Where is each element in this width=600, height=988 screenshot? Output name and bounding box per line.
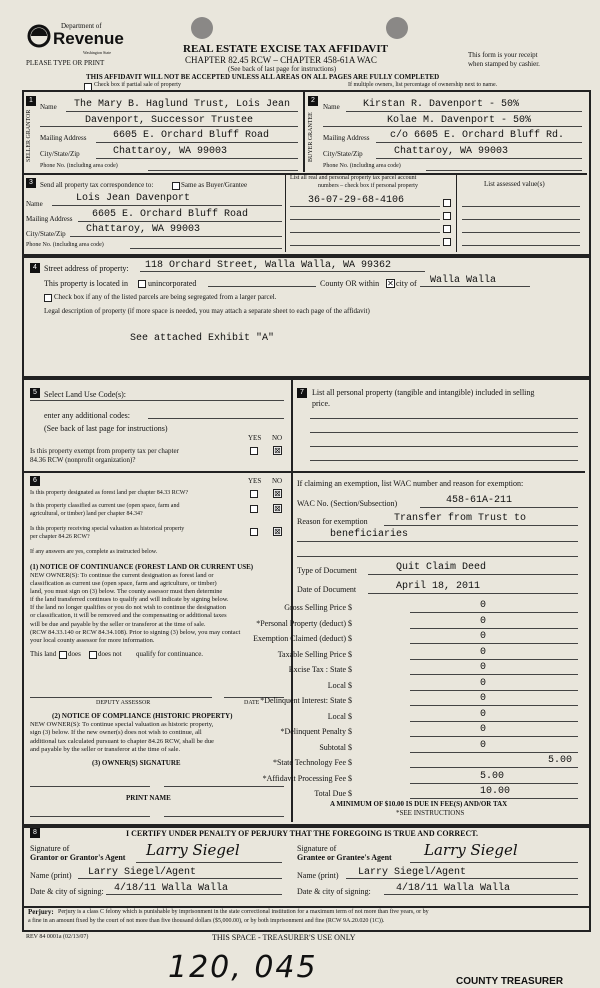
owner-sig-rule-1[interactable] [30, 786, 150, 787]
does-not-checkbox[interactable] [89, 651, 97, 659]
certify-statement: I CERTIFY UNDER PENALTY OF PERJURY THAT THE FOREGOING IS TRUE AND CORRECT. [126, 829, 479, 838]
reason-line2[interactable]: beneficiaries [330, 529, 409, 540]
s3-name[interactable]: Lois Jean Davenport [76, 193, 191, 204]
treasurer-space-label: THIS SPACE - TREASURER'S USE ONLY [212, 933, 356, 942]
perjury-text-2: a fine in an amount fixed by the court of not more than five thousand dollars ($5,000.00), or by both imprisonment and fine (RCW 9A.20.020 (1C)). [28, 918, 385, 924]
claim-exemption-label: If claiming an exemption, list WAC number and reason for exemption: [297, 479, 524, 488]
notice1-title: (1) NOTICE OF CONTINUANCE (FOREST LAND OR CURRENT USE) [30, 563, 254, 571]
reason-line1[interactable]: Transfer from Trust to [394, 513, 527, 524]
does-checkbox[interactable] [59, 651, 67, 659]
parcel-rule-4 [290, 245, 440, 246]
land-use-see-back: (See back of last page for instructions) [44, 424, 168, 433]
reason-label: Reason for exemption [297, 517, 368, 526]
notice1-text [30, 572, 288, 645]
owner-signature-label: (3) OWNER(S) SIGNATURE [92, 759, 181, 767]
q3a-historic: Is this property receiving special valuation as historical property [30, 526, 185, 532]
fee-label: *Delinquent Penalty $ [280, 727, 352, 736]
does-not-label: does not [98, 650, 122, 658]
s6-yes: YES [248, 477, 262, 485]
legal-desc-label: Legal description of property (if more space is needed, you may attach a separate sheet to each page of the affidavit) [44, 307, 370, 315]
historic-no-checkbox[interactable]: ⊠ [274, 527, 281, 536]
notice2-line: additional tax calculated pursuant to chapter 84.26 RCW, shall be due [30, 737, 214, 745]
notice1-line: classification as current use (open space, farm and agriculture, or timber) [30, 580, 217, 588]
seller-buyer-divider [303, 92, 305, 172]
revenue-logo-icon [27, 24, 51, 48]
form-chapter: CHAPTER 82.45 RCW – CHAPTER 458-61A WAC [185, 55, 377, 65]
s3-phone-label: Phone No. (including area code) [26, 242, 104, 248]
doc-type-label: Type of Document [297, 566, 357, 575]
seller-name-line1-rule [66, 111, 298, 112]
section6-top [24, 471, 292, 473]
fee-label: *Personal Property (deduct) $ [256, 618, 352, 628]
fee-value[interactable]: 0 [480, 646, 487, 658]
seller-mail[interactable]: 6605 E. Orchard Bluff Road [113, 130, 270, 141]
doc-date-label: Date of Document [297, 585, 357, 594]
fee-underline [410, 674, 578, 675]
fee-label: Taxable Selling Price $ [277, 649, 352, 659]
notice1-line: NEW OWNER(S): To continue the current designation as forest land or [30, 572, 214, 579]
print-name-rule-2[interactable] [164, 816, 284, 817]
parcel-header1: List all real and personal property tax parcel account [290, 175, 417, 181]
buyer-name-label: Name [323, 103, 340, 111]
personal-property-title1: List all personal property (tangible and intangible) included in selling [312, 388, 535, 397]
current-use-yes-checkbox[interactable] [250, 505, 258, 513]
grantor-sig-label2: Grantor or Grantor's Agent [30, 853, 126, 862]
notice1-line: If the land no longer qualifies or you do not wish to continue the designation [30, 604, 226, 612]
fee-label: *Affidavit Processing Fee $ [262, 773, 352, 783]
county-or-within: County OR within [320, 279, 380, 288]
fee-value[interactable]: 0 [480, 631, 487, 642]
buyer-name-line2[interactable]: Kolae M. Davenport - 50% [387, 115, 532, 126]
seller-name-line1[interactable]: The Mary B. Haglund Trust, Lois Jean [74, 99, 291, 110]
grantee-date-rule [384, 894, 578, 895]
parcel-rule-3 [290, 232, 440, 233]
buyer-side-label: BUYER GRANTEE [308, 112, 314, 162]
seller-name-label: Name [40, 103, 57, 111]
notice1-line: if the land transferred continues to qualify and will indicate by signing below. [30, 596, 229, 604]
grantee-print-name[interactable]: Larry Siegel/Agent [358, 867, 467, 878]
pp-rule-3[interactable] [310, 446, 578, 447]
section6-number: 6 [30, 476, 40, 486]
seller-phone-rule[interactable] [148, 170, 298, 171]
section4-frame [22, 256, 591, 378]
grantee-print-label: Name (print) [297, 871, 339, 880]
section3-number: 3 [26, 178, 36, 188]
city-of-label: city of [396, 279, 417, 288]
notice1-line: (RCW 84.33.140 or RCW 84.34.108). Prior to signing (3) below, you may contact [30, 628, 241, 636]
fee-label: Excise Tax : State $ [288, 665, 352, 674]
multiple-owners-label: If multiple owners, list percentage of ownership next to name. [348, 82, 498, 88]
pp-rule-4[interactable] [310, 460, 578, 461]
section2-number: 2 [308, 96, 318, 106]
warning-text: THIS AFFIDAVIT WILL NOT BE ACCEPTED UNLESS ALL AREAS ON ALL PAGES ARE FULLY COMPLETED [86, 73, 440, 81]
s3-city-label: City/State/Zip [26, 230, 66, 238]
does-label: does [68, 650, 81, 658]
s3-name-rule [52, 205, 282, 206]
assessed-rule-3 [462, 232, 580, 233]
forest-yes-checkbox[interactable] [250, 490, 258, 498]
fee-value[interactable]: 10.00 [480, 786, 511, 797]
punch-hole-left [191, 17, 213, 39]
seller-mail-rule [96, 142, 298, 143]
notice1-line: your local county assessor for more information. [30, 636, 155, 644]
same-as-buyer-label: Same as Buyer/Grantee [181, 181, 248, 189]
form-title: REAL ESTATE EXCISE TAX AFFIDAVIT [183, 43, 388, 55]
doc-date-rule [368, 593, 578, 594]
see-instructions-note: *SEE INSTRUCTIONS [396, 809, 465, 817]
fee-underline [410, 659, 578, 660]
buyer-city[interactable]: Chattaroy, WA 99003 [394, 146, 509, 157]
forest-no-checkbox[interactable]: ⊠ [274, 489, 281, 498]
fee-underline [410, 736, 578, 737]
notice2-line: NEW OWNER(S): To continue special valuation as historic property, [30, 721, 214, 728]
this-land-label: This land [30, 650, 57, 658]
fee-value[interactable]: 0 [480, 662, 487, 673]
logo-state: Washington State [83, 50, 112, 55]
pp-rule-1[interactable] [310, 418, 578, 419]
pp-rule-2[interactable] [310, 432, 578, 433]
print-name-rule-1[interactable] [30, 816, 150, 817]
receipt-line2: when stamped by cashier. [468, 60, 540, 68]
additional-codes-rule[interactable] [148, 418, 284, 419]
current-use-no-checkbox[interactable]: ⊠ [274, 504, 281, 513]
section7-number: 7 [297, 388, 307, 398]
wac-number[interactable]: 458-61A-211 [446, 495, 513, 506]
grantee-print-rule [346, 878, 578, 879]
historic-yes-checkbox[interactable] [250, 528, 258, 536]
fee-underline [410, 721, 578, 722]
fee-value[interactable]: 0 [480, 615, 487, 627]
unincorporated-label: unincorporated [148, 279, 197, 288]
segregated-checkbox[interactable] [44, 294, 52, 302]
s3-city[interactable]: Chattaroy, WA 99003 [86, 224, 201, 235]
grantee-signature[interactable]: Larry Siegel [424, 841, 518, 859]
parcel-number[interactable]: 36-07-29-68-4106 [308, 195, 405, 206]
seller-city[interactable]: Chattaroy, WA 99003 [113, 146, 228, 157]
exempt-yes-checkbox[interactable] [250, 447, 258, 455]
seller-city-rule [96, 158, 298, 159]
seller-mail-label: Mailing Address [40, 134, 87, 142]
logo-revenue: Revenue [53, 29, 124, 48]
s3-mail-rule [78, 221, 282, 222]
parcel-checkbox-1[interactable] [443, 199, 451, 207]
grantee-date-label: Date & city of signing: [297, 887, 371, 896]
fee-label: Gross Selling Price $ [284, 603, 352, 612]
parcel-rule-2 [290, 219, 440, 220]
reason-rule-3 [297, 556, 578, 557]
grantee-date[interactable]: 4/18/11 Walla Walla [396, 883, 511, 894]
assessed-rule-1 [462, 206, 580, 207]
fee-underline [410, 783, 578, 784]
fee-label: Total Due $ [314, 789, 352, 798]
q1-forest: Is this property designated as forest land per chapter 84.33 RCW? [30, 490, 189, 496]
within-city-checkbox[interactable]: ✕ [387, 279, 394, 288]
grantor-sig-rule [136, 862, 282, 863]
q2a-current-use: Is this property classified as current use (open space, farm and [30, 503, 180, 509]
perjury-title: Perjury: [28, 908, 54, 916]
deputy-rule[interactable] [30, 697, 212, 698]
owner-sig-rule-2[interactable] [164, 786, 284, 787]
logo-dept: Department of [61, 22, 102, 30]
grantee-sig-rule [410, 862, 578, 863]
buyer-city-label: City/State/Zip [323, 150, 363, 158]
personal-property-title2: price. [312, 399, 330, 408]
assessed-rule-2 [462, 219, 580, 220]
s3-mail[interactable]: 6605 E. Orchard Bluff Road [92, 209, 249, 220]
notice2-text [30, 721, 288, 754]
s6-no: NO [272, 477, 283, 485]
fee-value[interactable]: 5.00 [480, 770, 505, 782]
receipt-line1: This form is your receipt [468, 51, 538, 59]
notice2-line: sign (3) below. If the new owner(s) does not wish to continue, all [30, 729, 202, 737]
fee-value[interactable]: 0 [480, 677, 487, 689]
legal-description[interactable]: See attached Exhibit "A" [130, 333, 275, 344]
grantor-date[interactable]: 4/18/11 Walla Walla [114, 883, 229, 894]
rev-number: REV 84 0001a (02/13/07) [26, 934, 89, 940]
grantor-sig-label1: Signature of [30, 844, 70, 853]
buyer-name-line1[interactable]: Kirstan R. Davenport - 50% [363, 99, 520, 110]
fee-value[interactable]: 0 [480, 739, 487, 751]
please-type: PLEASE TYPE OR PRINT [26, 59, 105, 67]
notice2-line: and payable by the seller or transferor at the time of sale. [30, 745, 181, 753]
parcel-checkbox-4[interactable] [443, 238, 451, 246]
buyer-phone-label: Phone No. (including area code) [323, 163, 401, 169]
located-label: This property is located in [44, 279, 128, 288]
s3-city-rule [70, 236, 282, 237]
fee-underline [410, 612, 578, 613]
fee-label: Local $ [327, 680, 352, 690]
grantor-signature[interactable]: Larry Siegel [146, 841, 240, 859]
qualify-label: qualify for continuance. [136, 650, 204, 658]
fee-underline [410, 752, 578, 753]
s3-name-label: Name [26, 200, 43, 208]
grantor-print-name[interactable]: Larry Siegel/Agent [88, 867, 197, 878]
fee-underline [410, 690, 578, 691]
notice1-line: or classification, it will be removed and the compensating or additional taxes [30, 612, 227, 620]
buyer-city-rule [376, 158, 582, 159]
fee-value[interactable]: 0 [480, 693, 487, 704]
street-label: Street address of property: [44, 264, 129, 273]
reason-rule-1 [384, 525, 578, 526]
parcel-mid-border [456, 174, 457, 252]
handwritten-number: 120, 045 [168, 950, 318, 985]
parcel-header2: numbers – check box if personal property [318, 183, 418, 189]
notice2-title: (2) NOTICE OF COMPLIANCE (HISTORIC PROPERTY) [52, 712, 233, 720]
doc-type[interactable]: Quit Claim Deed [396, 562, 487, 573]
section5-number: 5 [30, 388, 40, 398]
wac-rule [420, 507, 578, 508]
doc-date[interactable]: April 18, 2011 [396, 581, 481, 592]
unincorporated-checkbox[interactable] [138, 280, 146, 288]
minimum-fee-note: A MINIMUM OF $10.00 IS DUE IN FEE(S) AND/OR TAX [330, 800, 508, 808]
section1-number: 1 [26, 96, 36, 106]
partial-sale-label: Check box if partial sale of property [94, 82, 181, 88]
fee-underline [410, 705, 578, 706]
fee-underline [410, 643, 578, 644]
q3b-historic: per chapter 84.26 RCW? [30, 534, 90, 540]
fee-label: *State Technology Fee $ [272, 758, 352, 767]
s7-divider [293, 471, 585, 473]
exempt-q2: 84.36 RCW (nonprofit organization)? [30, 456, 136, 464]
grantor-date-label: Date & city of signing: [30, 887, 104, 896]
buyer-mail-label: Mailing Address [323, 134, 370, 142]
grantor-print-rule [78, 878, 282, 879]
q2b-current-use: agricultural, or timber) land per chapter 84.34? [30, 511, 143, 517]
fee-label: Local $ [327, 711, 352, 721]
seller-city-label: City/State/Zip [40, 150, 80, 158]
perjury-text-1: Perjury is a class C felony which is punishable by imprisonment in the state correctional institution for a maximum term of not more than five years, or by [58, 909, 429, 915]
exempt-q1: Is this property exempt from property tax per chapter [30, 447, 179, 455]
same-as-buyer-checkbox[interactable] [172, 182, 180, 190]
land-use-title: Select Land Use Code(s): [44, 390, 126, 399]
fee-value[interactable]: 0 [480, 724, 487, 735]
reason-rule-2 [297, 541, 578, 542]
additional-codes-label: enter any additional codes: [44, 411, 130, 420]
buyer-mail-rule [376, 142, 582, 143]
grantee-sig-label2: Grantee or Grantee's Agent [297, 853, 392, 862]
buyer-mail[interactable]: c/o 6605 E. Orchard Bluff Rd. [390, 130, 565, 141]
buyer-name-line1-rule [346, 111, 582, 112]
lower-center-divider [291, 380, 293, 822]
property-city[interactable]: Walla Walla [430, 275, 497, 286]
buyer-name-line2-rule [323, 126, 582, 127]
section8-number: 8 [30, 828, 40, 838]
fee-value[interactable]: 0 [480, 600, 487, 611]
fee-value[interactable]: 5.00 [548, 755, 573, 766]
parcel-left-border [285, 174, 286, 252]
assessed-header: List assessed value(s) [484, 180, 545, 188]
fee-label: Exemption Claimed (deduct) $ [253, 634, 352, 643]
fee-underline [410, 628, 578, 629]
send-to-label: Send all property tax correspondence to: [40, 181, 154, 189]
assessed-rule-4 [462, 245, 580, 246]
exempt-no-checkbox[interactable]: ⊠ [274, 446, 281, 455]
parcel-checkbox-2[interactable] [443, 212, 451, 220]
s5-yes: YES [248, 434, 262, 442]
seller-phone-label: Phone No. (including area code) [40, 163, 118, 169]
form-see-back: (See back of last page for instructions) [228, 65, 337, 73]
s3-phone-rule[interactable] [130, 248, 282, 249]
grantor-print-label: Name (print) [30, 871, 72, 880]
city-rule [420, 286, 530, 287]
seller-name-line2[interactable]: Davenport, Successor Trustee [85, 115, 254, 126]
street-address[interactable]: 118 Orchard Street, Walla Walla, WA 99362 [145, 260, 392, 271]
if-yes-note: If any answers are yes, complete as instructed below. [30, 549, 158, 555]
seller-name-line2-rule [40, 126, 298, 127]
s5-no: NO [272, 434, 283, 442]
fee-value[interactable]: 0 [480, 708, 487, 720]
county-rule [208, 286, 316, 287]
wac-label: WAC No. (Section/Subsection) [297, 499, 398, 508]
parcel-checkbox-3[interactable] [443, 225, 451, 233]
doc-type-rule [368, 574, 578, 575]
notice1-line: land, you must sign on (3) below. The county assessor must then determine [30, 588, 223, 596]
deputy-label: DEPUTY ASSESSOR [96, 700, 151, 706]
county-treasurer-label: COUNTY TREASURER [456, 976, 564, 987]
land-use-rule[interactable] [30, 400, 284, 401]
punch-hole-right [386, 17, 408, 39]
deputy-date-label: DATE [244, 700, 260, 706]
section4-number: 4 [30, 263, 40, 273]
fee-underline [410, 767, 578, 768]
grantor-date-rule [106, 894, 282, 895]
grantee-sig-label1: Signature of [297, 844, 337, 853]
fee-underline [410, 798, 578, 799]
fee-label: Subtotal $ [319, 742, 352, 752]
buyer-phone-rule[interactable] [426, 170, 582, 171]
s3-mail-label: Mailing Address [26, 215, 73, 223]
notice1-line: will be due and payable by the seller or transferor at the time of sale. [30, 620, 206, 628]
parcel-rule-1 [290, 206, 440, 207]
fee-label: *Delinquent Interest: State $ [260, 696, 352, 705]
print-name-label: PRINT NAME [126, 794, 171, 802]
seller-side-label: SELLER GRANTOR [26, 109, 32, 162]
street-rule [140, 271, 425, 272]
segregated-label: Check box if any of the listed parcels are being segregated from a larger parcel. [54, 293, 277, 301]
